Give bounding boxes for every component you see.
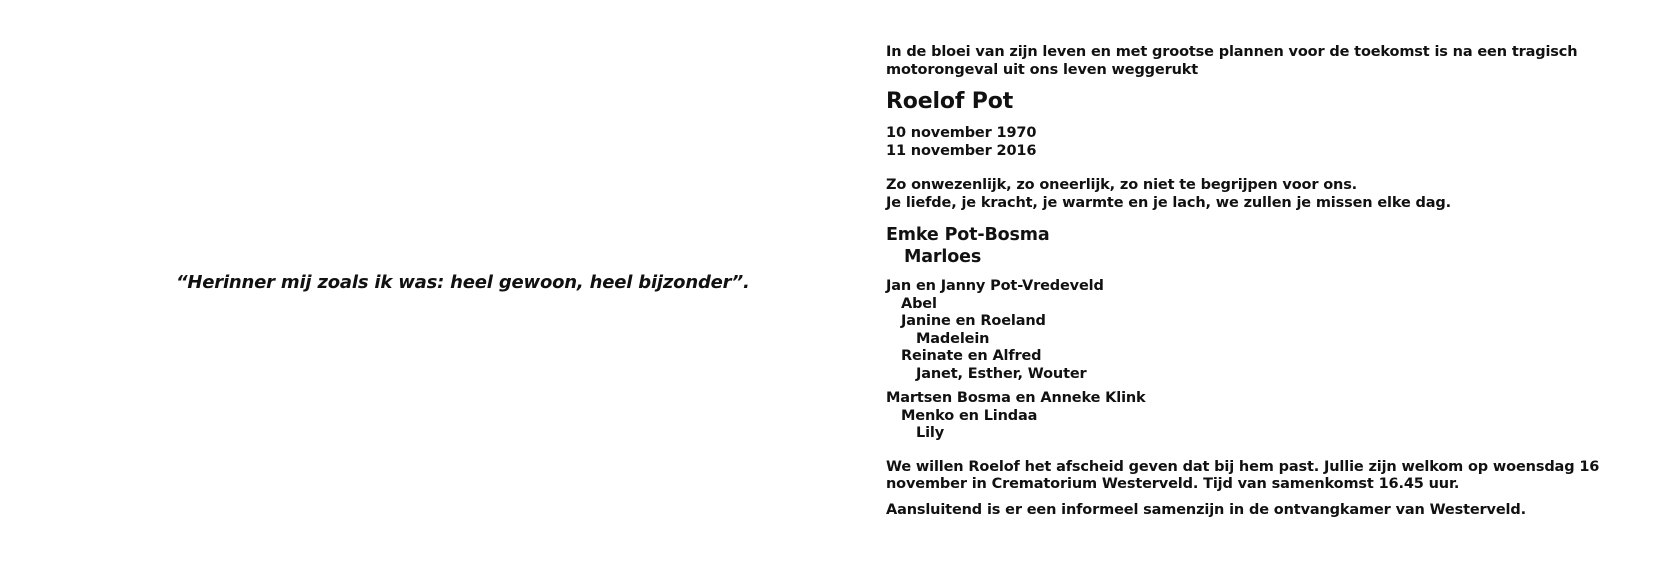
gathering-text: Aansluitend is er een informeel samenzijn in de ontvangkamer van Westerveld.: [886, 501, 1526, 518]
farewell-text: We willen Roelof het afscheid geven dat bij hem past. Jullie zijn welkom op woensdag 16 november in Crematorium Westerveld. Tijd van samenkomst 16.45 uur.: [886, 458, 1600, 492]
poem-line: Je liefde, je kracht, je warmte en je lach, we zullen je missen elke dag.: [886, 194, 1451, 211]
memorial-quote: “Herinner mij zoals ik was: heel gewoon, heel bijzonder”.: [176, 272, 750, 293]
birth-date: 10 november 1970: [886, 125, 1037, 141]
poem-block: [886, 177, 1626, 212]
poem-line: Zo onwezenlijk, zo oneerlijk, zo niet te begrijpen voor ons.: [886, 177, 1358, 193]
family-member: Reinate en Alfred: [901, 348, 1042, 364]
family-parents: [886, 278, 1626, 383]
family-member: Lily: [916, 425, 945, 441]
obituary-text: [886, 44, 1626, 519]
family-head: Jan en Janny Pot-Vredeveld: [886, 278, 1104, 294]
death-date: 11 november 2016: [886, 142, 1037, 159]
family-head: Martsen Bosma en Anneke Klink: [886, 390, 1146, 406]
family-member: Menko en Lindaa: [901, 407, 1038, 424]
deceased-name: Roelof Pot: [886, 89, 1014, 114]
family-member: Janine en Roeland: [901, 313, 1046, 329]
family-wife: [886, 224, 1626, 268]
intro-text: In de bloei van zijn leven en met grootse plannen voor de toekomst is na een tragisch motorongeval uit ons leven weggerukt: [886, 44, 1578, 78]
family-head: Emke Pot-Bosma: [886, 225, 1050, 245]
family-member: Abel: [901, 295, 937, 312]
family-member: Madelein: [916, 330, 990, 347]
dates-block: [886, 125, 1626, 160]
family-member: Janet, Esther, Wouter: [916, 365, 1087, 382]
family-member: Marloes: [904, 247, 982, 267]
family-inlaws: [886, 390, 1626, 443]
